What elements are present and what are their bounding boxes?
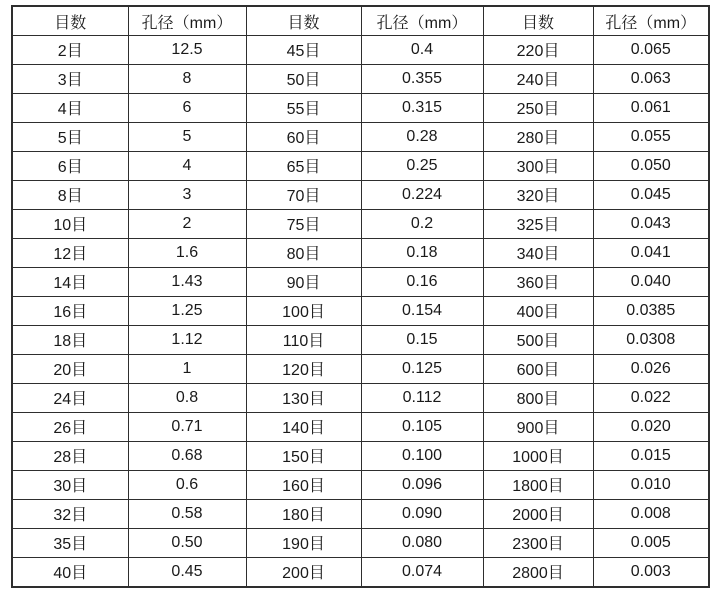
- mesh-cell: 2目: [12, 36, 128, 65]
- mesh-cell: 65目: [246, 151, 361, 180]
- aperture-cell: 0.090: [361, 499, 483, 528]
- aperture-cell: 0.020: [593, 412, 709, 441]
- mesh-cell: 900目: [483, 412, 593, 441]
- table-row: [12, 93, 709, 122]
- aperture-cell: 0.224: [361, 180, 483, 209]
- mesh-cell: 150目: [246, 441, 361, 470]
- aperture-cell: 0.315: [361, 93, 483, 122]
- mesh-cell: 250目: [483, 93, 593, 122]
- mesh-cell: 32目: [12, 499, 128, 528]
- mesh-cell: 130目: [246, 383, 361, 412]
- table-row: [12, 64, 709, 93]
- mesh-cell: 90目: [246, 267, 361, 296]
- aperture-cell: 0.18: [361, 238, 483, 267]
- mesh-cell: 500目: [483, 325, 593, 354]
- column-header-mesh: 目数: [12, 6, 128, 36]
- aperture-cell: 0.50: [128, 528, 246, 557]
- mesh-cell: 325目: [483, 209, 593, 238]
- mesh-cell: 120目: [246, 354, 361, 383]
- table-row: [12, 557, 709, 587]
- aperture-cell: 0.355: [361, 64, 483, 93]
- table-row: [12, 383, 709, 412]
- aperture-cell: 0.005: [593, 528, 709, 557]
- aperture-cell: 0.71: [128, 412, 246, 441]
- mesh-cell: 40目: [12, 557, 128, 587]
- aperture-cell: 0.25: [361, 151, 483, 180]
- mesh-cell: 800目: [483, 383, 593, 412]
- mesh-cell: 55目: [246, 93, 361, 122]
- table-row: [12, 441, 709, 470]
- mesh-cell: 240目: [483, 64, 593, 93]
- table-row: [12, 36, 709, 65]
- mesh-cell: 300目: [483, 151, 593, 180]
- aperture-cell: 0.105: [361, 412, 483, 441]
- mesh-cell: 140目: [246, 412, 361, 441]
- mesh-cell: 75目: [246, 209, 361, 238]
- table-row: [12, 470, 709, 499]
- table-row: [12, 354, 709, 383]
- table-row: [12, 499, 709, 528]
- mesh-cell: 200目: [246, 557, 361, 587]
- table-row: [12, 122, 709, 151]
- mesh-cell: 28目: [12, 441, 128, 470]
- table-row: [12, 325, 709, 354]
- column-header-mesh: 目数: [246, 6, 361, 36]
- mesh-cell: 30目: [12, 470, 128, 499]
- aperture-cell: 0.061: [593, 93, 709, 122]
- mesh-cell: 26目: [12, 412, 128, 441]
- aperture-cell: 0.041: [593, 238, 709, 267]
- mesh-cell: 220目: [483, 36, 593, 65]
- aperture-cell: 0.063: [593, 64, 709, 93]
- mesh-cell: 1000目: [483, 441, 593, 470]
- mesh-cell: 190目: [246, 528, 361, 557]
- aperture-cell: 0.026: [593, 354, 709, 383]
- mesh-cell: 4目: [12, 93, 128, 122]
- mesh-cell: 45目: [246, 36, 361, 65]
- mesh-cell: 10目: [12, 209, 128, 238]
- aperture-cell: 0.154: [361, 296, 483, 325]
- aperture-cell: 0.010: [593, 470, 709, 499]
- aperture-cell: 0.58: [128, 499, 246, 528]
- aperture-cell: 0.45: [128, 557, 246, 587]
- mesh-cell: 160目: [246, 470, 361, 499]
- aperture-cell: 1.43: [128, 267, 246, 296]
- header-row: [12, 6, 709, 36]
- aperture-cell: 0.040: [593, 267, 709, 296]
- mesh-cell: 60目: [246, 122, 361, 151]
- aperture-cell: 0.28: [361, 122, 483, 151]
- aperture-cell: 0.043: [593, 209, 709, 238]
- mesh-cell: 320目: [483, 180, 593, 209]
- aperture-cell: 0.100: [361, 441, 483, 470]
- mesh-cell: 100目: [246, 296, 361, 325]
- mesh-cell: 110目: [246, 325, 361, 354]
- mesh-cell: 180目: [246, 499, 361, 528]
- mesh-cell: 50目: [246, 64, 361, 93]
- mesh-cell: 12目: [12, 238, 128, 267]
- mesh-cell: 2000目: [483, 499, 593, 528]
- aperture-cell: 0.4: [361, 36, 483, 65]
- aperture-cell: 0.050: [593, 151, 709, 180]
- mesh-cell: 6目: [12, 151, 128, 180]
- aperture-cell: 1.12: [128, 325, 246, 354]
- aperture-cell: 0.045: [593, 180, 709, 209]
- table-header: [12, 6, 709, 36]
- table-row: [12, 296, 709, 325]
- aperture-cell: 0.8: [128, 383, 246, 412]
- aperture-cell: 3: [128, 180, 246, 209]
- mesh-cell: 16目: [12, 296, 128, 325]
- aperture-cell: 0.074: [361, 557, 483, 587]
- aperture-cell: 0.15: [361, 325, 483, 354]
- aperture-cell: 0.6: [128, 470, 246, 499]
- aperture-cell: 0.065: [593, 36, 709, 65]
- aperture-cell: 2: [128, 209, 246, 238]
- aperture-cell: 1.25: [128, 296, 246, 325]
- column-header-aperture: 孔径（mm）: [361, 6, 483, 36]
- table-row: [12, 209, 709, 238]
- aperture-cell: 0.112: [361, 383, 483, 412]
- aperture-cell: 1.6: [128, 238, 246, 267]
- aperture-cell: 0.096: [361, 470, 483, 499]
- mesh-cell: 340目: [483, 238, 593, 267]
- aperture-cell: 0.015: [593, 441, 709, 470]
- aperture-cell: 8: [128, 64, 246, 93]
- mesh-cell: 35目: [12, 528, 128, 557]
- table-row: [12, 267, 709, 296]
- mesh-cell: 5目: [12, 122, 128, 151]
- mesh-cell: 600目: [483, 354, 593, 383]
- mesh-cell: 400目: [483, 296, 593, 325]
- mesh-cell: 80目: [246, 238, 361, 267]
- aperture-cell: 0.16: [361, 267, 483, 296]
- mesh-cell: 280目: [483, 122, 593, 151]
- column-header-aperture: 孔径（mm）: [128, 6, 246, 36]
- table-row: [12, 180, 709, 209]
- table-row: [12, 238, 709, 267]
- mesh-cell: 14目: [12, 267, 128, 296]
- aperture-cell: 0.125: [361, 354, 483, 383]
- aperture-cell: 5: [128, 122, 246, 151]
- mesh-cell: 1800目: [483, 470, 593, 499]
- table-row: [12, 528, 709, 557]
- table-body: [12, 36, 709, 588]
- aperture-cell: 0.022: [593, 383, 709, 412]
- mesh-cell: 20目: [12, 354, 128, 383]
- mesh-cell: 70目: [246, 180, 361, 209]
- aperture-cell: 0.080: [361, 528, 483, 557]
- aperture-cell: 0.008: [593, 499, 709, 528]
- column-header-aperture: 孔径（mm）: [593, 6, 709, 36]
- aperture-cell: 6: [128, 93, 246, 122]
- mesh-cell: 24目: [12, 383, 128, 412]
- aperture-cell: 0.0385: [593, 296, 709, 325]
- mesh-cell: 2800目: [483, 557, 593, 587]
- column-header-mesh: 目数: [483, 6, 593, 36]
- aperture-cell: 0.055: [593, 122, 709, 151]
- aperture-cell: 4: [128, 151, 246, 180]
- aperture-cell: 1: [128, 354, 246, 383]
- aperture-cell: 0.2: [361, 209, 483, 238]
- mesh-cell: 18目: [12, 325, 128, 354]
- mesh-cell: 360目: [483, 267, 593, 296]
- mesh-aperture-table: [11, 5, 710, 588]
- mesh-cell: 3目: [12, 64, 128, 93]
- aperture-cell: 0.68: [128, 441, 246, 470]
- table-row: [12, 151, 709, 180]
- aperture-cell: 0.0308: [593, 325, 709, 354]
- table-row: [12, 412, 709, 441]
- aperture-cell: 12.5: [128, 36, 246, 65]
- mesh-cell: 8目: [12, 180, 128, 209]
- mesh-cell: 2300目: [483, 528, 593, 557]
- aperture-cell: 0.003: [593, 557, 709, 587]
